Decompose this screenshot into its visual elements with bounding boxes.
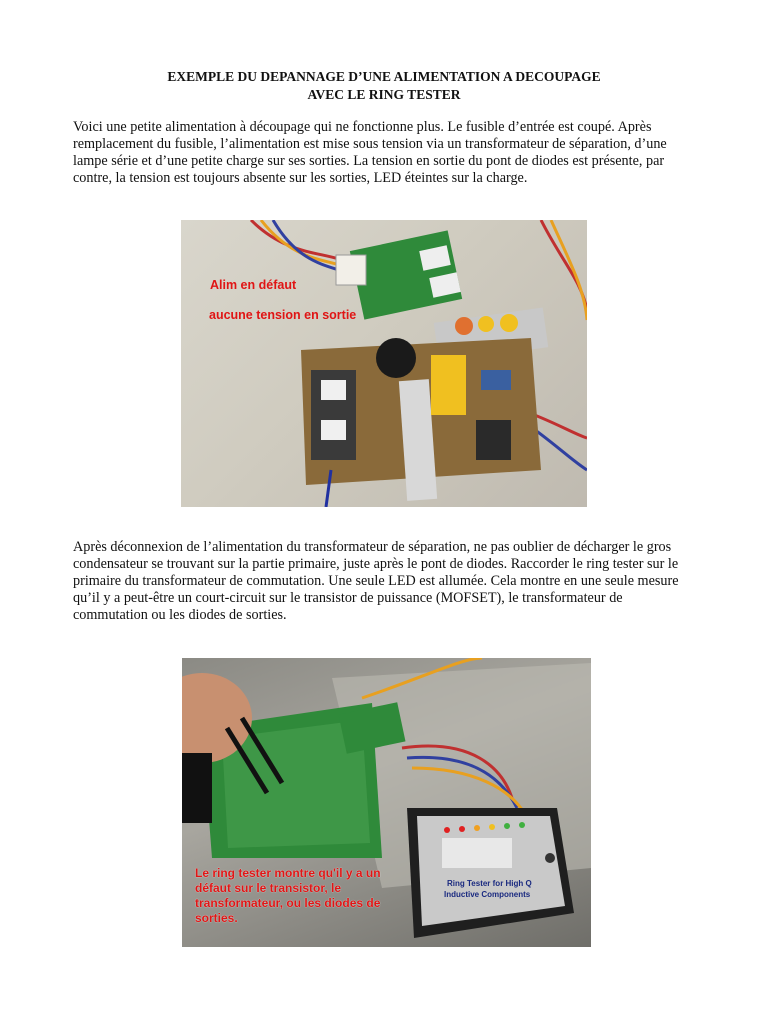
photo1-caption-line-1: Alim en défaut <box>210 278 297 292</box>
document-title <box>0 68 768 104</box>
device-label-line-1: Ring Tester for High Q <box>447 879 532 888</box>
intro-paragraph: Voici une petite alimentation à découpage qui ne fonctionne plus. Le fusible d’entrée est coupé. Après remplacement du fusible, l’alimentation est mise sous tension via un transformateur de séparation, d’une lampe série et d’une petite charge sur ses sorties. La tension en sortie du pont de diodes est présente, par contre, la tension est toujours absente sur les sorties, LED éteintes sur la charge. <box>73 119 667 186</box>
title-line-2: AVEC LE RING TESTER <box>307 87 461 102</box>
photo2-caption: Le ring tester montre qu'il y a un défaut sur le transistor, le transformateur, ou les diodes de sorties. <box>195 866 381 925</box>
faulty-power-supply-photo <box>181 220 587 507</box>
ring-tester-measurement-photo <box>182 658 591 947</box>
photo1-caption-line-2: aucune tension en sortie <box>209 308 357 322</box>
device-label-line-2: Inductive Components <box>444 890 531 899</box>
procedure-paragraph: Après déconnexion de l’alimentation du transformateur de séparation, ne pas oublier de décharger le gros condensateur se trouvant sur la partie primaire, juste après le pont de diodes. Raccorder le ring tester sur le primaire du transformateur de commutation. Une seule LED est allumée. Cela montre en une seule mesure qu’il y a peut-être un court-circuit sur le transistor de puissance (MOFSET), le transformateur de commutation ou les diodes de sorties. <box>73 539 679 623</box>
power-supply-illustration <box>181 220 587 507</box>
title-line-1: EXEMPLE DU DEPANNAGE D’UNE ALIMENTATION A DECOUPAGE <box>167 69 601 84</box>
